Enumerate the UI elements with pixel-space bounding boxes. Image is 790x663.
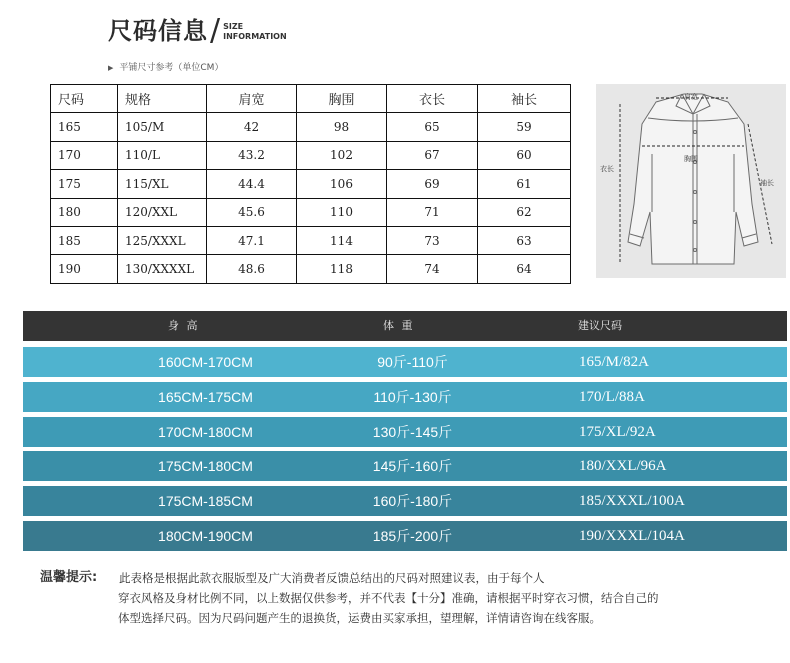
table-cell: 180 — [51, 198, 118, 226]
table-cell: 120/XXL — [118, 198, 207, 226]
size-table-header — [51, 85, 571, 113]
section-title — [108, 6, 287, 46]
tip-line-2: 穿衣风格及身材比例不同，以上数据仅供参考，并不代表【十分】准确，请根据平时穿衣习惯，结合自己的 — [118, 591, 659, 605]
table-row — [51, 113, 571, 141]
table-cell: 185 — [51, 226, 118, 254]
table-cell: 190 — [51, 255, 118, 283]
height-range: 175CM-180CM — [158, 458, 253, 474]
table-cell: 61 — [478, 170, 571, 198]
title-slash: / — [210, 13, 221, 48]
header-cell: 胸围 — [297, 85, 387, 113]
table-cell: 67 — [387, 141, 478, 169]
table-cell: 115/XL — [118, 170, 207, 198]
table-cell: 130/XXXXL — [118, 255, 207, 283]
table-cell: 125/XXXL — [118, 226, 207, 254]
sleeve-label: 袖长 — [760, 179, 774, 187]
table-cell: 59 — [478, 113, 571, 141]
table-cell: 98 — [297, 113, 387, 141]
tip-line-3: 体型选择尺码。因为尺码问题产生的退换货，运费由买家承担，望理解，详情请咨询在线客服。 — [118, 611, 601, 625]
shirt-illustration — [596, 84, 786, 278]
measure-note — [108, 60, 223, 73]
height-range: 160CM-170CM — [158, 354, 253, 370]
height-range: 170CM-180CM — [158, 424, 253, 440]
table-cell: 71 — [387, 198, 478, 226]
table-cell: 47.1 — [207, 226, 297, 254]
recommended-size: 170/L/88A — [579, 389, 645, 405]
table-cell: 44.4 — [207, 170, 297, 198]
weight-range: 160斤-180斤 — [372, 493, 453, 509]
recommend-row — [23, 417, 787, 447]
table-cell: 165 — [51, 113, 118, 141]
height-range: 165CM-175CM — [158, 389, 253, 405]
table-cell: 110 — [297, 198, 387, 226]
recommended-size: 165/M/82A — [579, 354, 650, 370]
header-cell: 尺码 — [51, 85, 118, 113]
weight-header: 体 重 — [383, 319, 415, 332]
table-cell: 102 — [297, 141, 387, 169]
table-row — [51, 226, 571, 254]
recommend-row — [23, 347, 787, 377]
weight-range: 110斤-130斤 — [373, 389, 452, 405]
weight-range: 185斤-200斤 — [372, 528, 453, 544]
weight-range: 90斤-110斤 — [377, 354, 448, 370]
title-en-line2: INFORMATION — [223, 32, 287, 41]
header-cell: 袖长 — [478, 85, 571, 113]
weight-range: 145斤-160斤 — [372, 458, 453, 474]
shoulder-label: 肩宽 — [684, 93, 698, 101]
header-cell: 肩宽 — [207, 85, 297, 113]
table-cell: 62 — [478, 198, 571, 226]
table-cell: 65 — [387, 113, 478, 141]
size-header: 建议尺码 — [578, 319, 622, 332]
measure-note-text: 平铺尺寸参考（单位CM） — [119, 63, 224, 73]
table-row — [51, 198, 571, 226]
table-cell: 42 — [207, 113, 297, 141]
table-cell: 118 — [297, 255, 387, 283]
weight-range: 130斤-145斤 — [372, 424, 453, 440]
table-cell: 74 — [387, 255, 478, 283]
tip-label: 温馨提示: — [40, 570, 98, 585]
title-english — [223, 22, 287, 42]
recommended-size: 185/XXXL/100A — [579, 493, 685, 509]
table-row — [51, 170, 571, 198]
table-cell: 69 — [387, 170, 478, 198]
title-en-line1: SIZE — [223, 22, 244, 31]
shirt-measurement-diagram — [596, 84, 786, 278]
chest-label: 胸围 — [684, 155, 698, 163]
recommended-size: 180/XXL/96A — [579, 458, 667, 474]
tip-line-1: 此表格是根据此款衣服版型及广大消费者反馈总结出的尺码对照建议表，由于每个人 — [119, 571, 545, 585]
table-cell: 175 — [51, 170, 118, 198]
table-cell: 48.6 — [207, 255, 297, 283]
height-range: 175CM-185CM — [158, 493, 253, 509]
recommend-row — [23, 486, 787, 516]
table-cell: 106 — [297, 170, 387, 198]
triangle-bullet-icon: ▶ — [108, 64, 114, 72]
table-cell: 63 — [478, 226, 571, 254]
table-cell: 73 — [387, 226, 478, 254]
recommend-row — [23, 451, 787, 481]
height-range: 180CM-190CM — [158, 528, 253, 544]
table-cell: 45.6 — [207, 198, 297, 226]
recommended-size: 190/XXXL/104A — [579, 528, 685, 544]
table-row — [51, 255, 571, 283]
table-row — [51, 141, 571, 169]
recommend-header — [23, 311, 787, 341]
size-table — [50, 84, 571, 284]
table-cell: 60 — [478, 141, 571, 169]
header-cell: 衣长 — [387, 85, 478, 113]
table-cell: 43.2 — [207, 141, 297, 169]
table-cell: 64 — [478, 255, 571, 283]
table-cell: 105/M — [118, 113, 207, 141]
table-cell: 170 — [51, 141, 118, 169]
table-cell: 114 — [297, 226, 387, 254]
height-header: 身 高 — [168, 319, 200, 332]
recommend-row — [23, 382, 787, 412]
recommend-row — [23, 521, 787, 551]
recommended-size: 175/XL/92A — [579, 424, 656, 440]
header-cell: 规格 — [118, 85, 207, 113]
table-cell: 110/L — [118, 141, 207, 169]
length-label: 衣长 — [600, 165, 614, 173]
title-text: 尺码信息 — [108, 17, 208, 45]
